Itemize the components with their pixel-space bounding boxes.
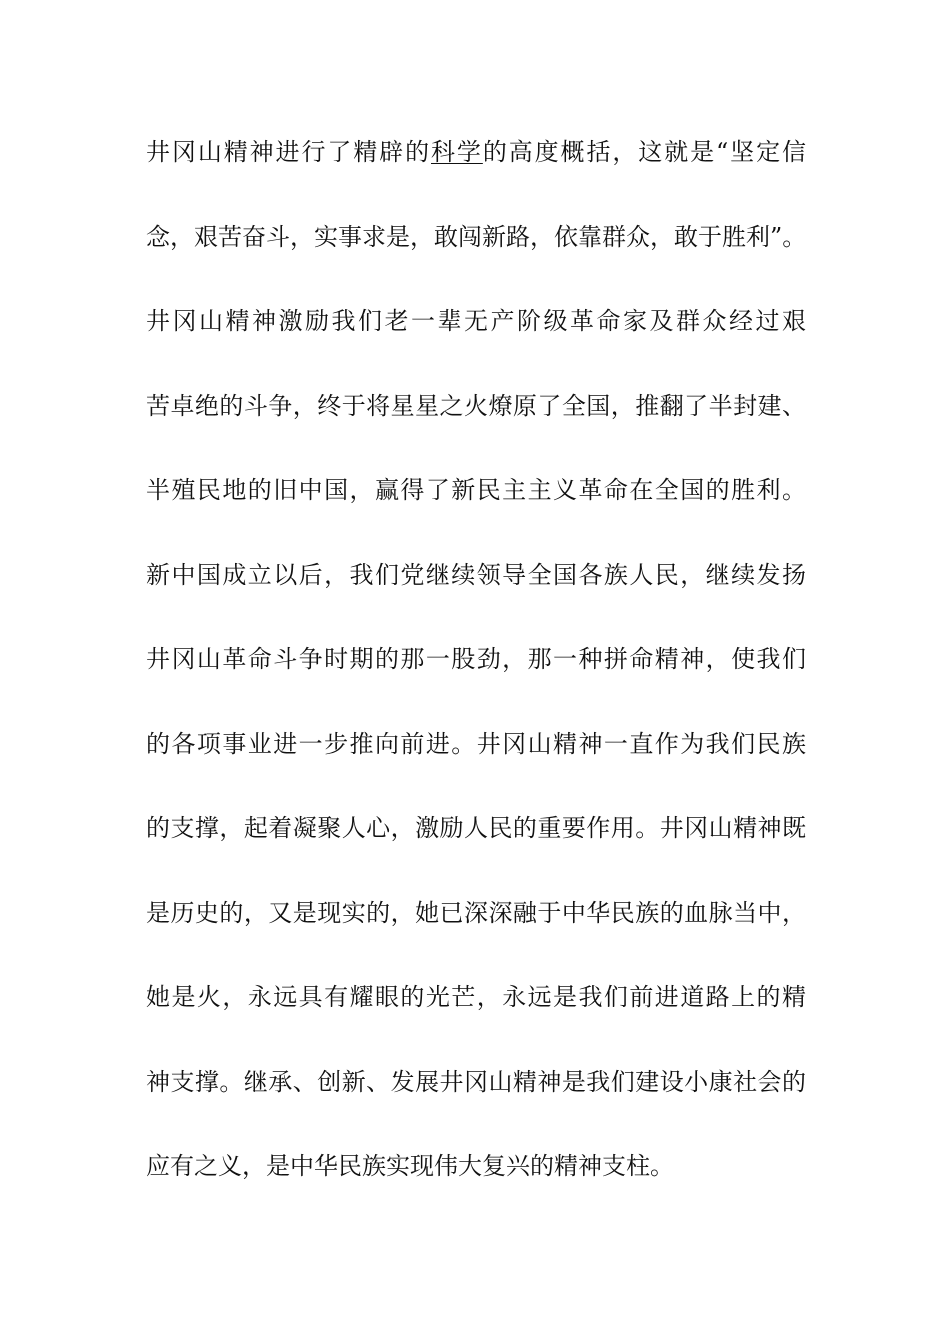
text-line-1 <box>146 128 806 213</box>
text-segment: 井冈山精神进行了精辟的 <box>146 138 431 166</box>
text-line-8: 的各项事业进一步推向前进。井冈山精神一直作为我们民族 <box>146 729 806 758</box>
text-line-5: 半殖民地的旧中国，赢得了新民主主义革命在全国的胜利。 <box>146 476 806 504</box>
text-line-6: 新中国成立以后，我们党继续领导全国各族人民，继续发扬 <box>146 560 806 589</box>
text-line-7: 井冈山革命斗争时期的那一股劲，那一种拼命精神，使我们 <box>146 645 806 673</box>
science-link[interactable]: 科学 <box>431 138 483 166</box>
text-line-9: 的支撑，起着凝聚人心，激励人民的重要作用。井冈山精神既 <box>146 814 806 842</box>
body-text <box>146 128 806 1227</box>
text-line-2: 念，艰苦奋斗，实事求是，敢闯新路，依靠群众，敢于胜利”。 <box>146 222 807 251</box>
text-line-12: 神支撑。继承、创新、发展井冈山精神是我们建设小康社会的 <box>146 1067 806 1096</box>
text-line-4: 苦卓绝的斗争，终于将星星之火燎原了全国，推翻了半封建、 <box>146 391 806 420</box>
text-line-11: 她是火，永远具有耀眼的光芒，永远是我们前进道路上的精 <box>146 983 806 1011</box>
text-line-10: 是历史的，又是现实的，她已深深融于中华民族的血脉当中， <box>146 898 806 927</box>
text-segment: 的高度概括，这就是“坚定信 <box>482 138 807 166</box>
text-line-3: 井冈山精神激励我们老一辈无产阶级革命家及群众经过艰 <box>146 307 806 335</box>
text-line-13: 应有之义，是中华民族实现伟大复兴的精神支柱。 <box>146 1152 674 1180</box>
